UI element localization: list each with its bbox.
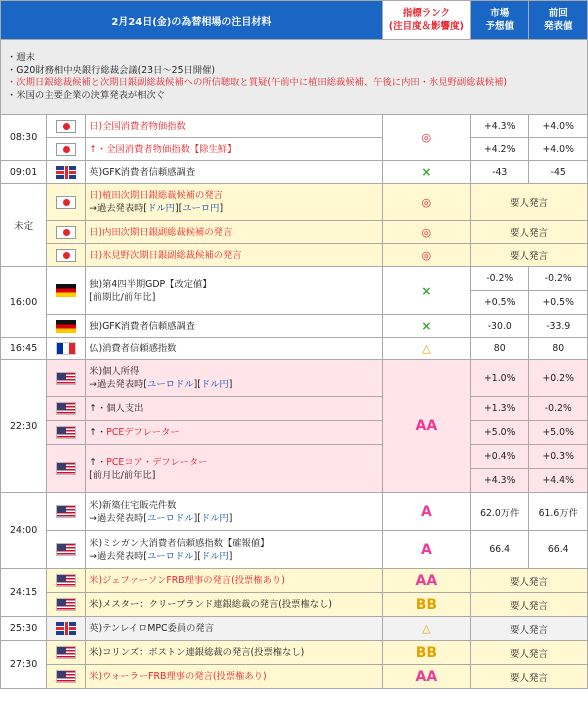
forecast-value: 62.0万件 — [470, 493, 528, 531]
table-row — [1, 665, 588, 689]
previous-value: +0.5% — [529, 291, 588, 315]
table-row — [1, 138, 588, 161]
event-label: 米)個人所得 — [89, 366, 140, 377]
time-cell: 09:01 — [1, 161, 47, 184]
speech-label: 要人発言 — [470, 569, 587, 593]
us-flag-icon — [56, 505, 76, 518]
event-link[interactable]: 日)内田次期日銀副総裁候補の発言 — [86, 221, 383, 244]
table-row — [1, 115, 588, 138]
intro-line: ・次期日銀総裁候補と次期日銀副総裁候補への所信聴取と質疑(午前中に植田総裁候補、午後に内田・氷見野副総裁候補) — [7, 77, 507, 88]
event-link[interactable]: 日)植田次期日銀総裁候補の発言 — [89, 190, 223, 201]
previous-value: -45 — [529, 161, 588, 184]
rank-mark: AA — [382, 569, 470, 593]
flag-cell — [47, 338, 86, 360]
forecast-value: -43 — [470, 161, 528, 184]
time-cell: 08:30 — [1, 115, 47, 161]
table-row — [1, 421, 588, 445]
forecast-header: 市場 予想値 — [470, 1, 528, 40]
us-flag-icon — [56, 598, 76, 611]
flag-cell — [47, 267, 86, 315]
previous-value: +4.0% — [529, 138, 588, 161]
previous-value: 80 — [529, 338, 588, 360]
event-link[interactable]: PCEコア・デフレーター — [106, 456, 208, 468]
time-cell: 27:30 — [1, 641, 47, 689]
event-cell — [86, 531, 383, 569]
speech-label: 要人発言 — [470, 665, 587, 689]
forecast-value: +4.2% — [470, 138, 528, 161]
event-label: 英)GFK消費者信頼感調査 — [86, 161, 383, 184]
event-link[interactable]: 米)ウォーラーFRB理事の発言(投票権あり) — [86, 665, 383, 689]
table-row — [1, 445, 588, 469]
previous-value: +0.2% — [529, 360, 588, 397]
intro-notes — [1, 40, 588, 115]
flag-cell — [47, 445, 86, 493]
table-row — [1, 161, 588, 184]
rank-mark: ◎ — [382, 115, 470, 161]
us-flag-icon — [56, 646, 76, 659]
japan-flag-icon — [56, 226, 76, 239]
rank-mark: A — [382, 531, 470, 569]
event-link[interactable]: 米)ジェファーソンFRB理事の発言(投票権あり) — [86, 569, 383, 593]
page-title: 2月24日(金)の為替相場の注目材料 — [1, 1, 383, 40]
forecast-value: +1.3% — [470, 397, 528, 421]
flag-cell — [47, 531, 86, 569]
previous-header: 前回 発表値 — [529, 1, 588, 40]
previous-value: +4.0% — [529, 115, 588, 138]
speech-label: 要人発言 — [470, 221, 587, 244]
germany-flag-icon — [56, 320, 76, 333]
table-row — [1, 569, 588, 593]
chart-link[interactable]: ユーロドル — [147, 512, 194, 524]
time-cell: 24:00 — [1, 493, 47, 569]
speech-label: 要人発言 — [470, 593, 587, 617]
flag-cell — [47, 493, 86, 531]
past-results: →過去発表時[ユーロドル][ドル円] — [89, 379, 233, 390]
flag-cell — [47, 161, 86, 184]
speech-label: 要人発言 — [470, 244, 587, 267]
event-label: 独)GFK消費者信頼感調査 — [86, 315, 383, 338]
forecast-value: +0.5% — [470, 291, 528, 315]
flag-cell — [47, 397, 86, 421]
event-label: 英)テンレイロMPC委員の発言 — [86, 617, 383, 641]
rank-mark: × — [382, 315, 470, 338]
event-cell: ↑・PCEコア・デフレーター [前月比/前年比] — [86, 445, 383, 493]
rank-mark: △ — [382, 338, 470, 360]
previous-value: 61.6万件 — [529, 493, 588, 531]
event-sublabel: [前月比/前年比] — [89, 469, 156, 481]
event-label: 米)コリンズ：ボストン連銀総裁の発言(投票権なし) — [86, 641, 383, 665]
event-cell — [86, 184, 383, 221]
table-row — [1, 617, 588, 641]
chart-link[interactable]: ユーロ円 — [182, 203, 220, 214]
chart-link[interactable]: ドル円 — [200, 512, 229, 524]
us-flag-icon — [56, 426, 76, 439]
intro-line: ・G20財務相中央銀行総裁会議(23日～25日開催) — [7, 64, 215, 76]
table-row — [1, 531, 588, 569]
event-label: 独)第4四半期GDP【改定値】 — [89, 278, 212, 290]
time-cell: 24:15 — [1, 569, 47, 617]
flag-cell — [47, 593, 86, 617]
rank-mark: A — [382, 493, 470, 531]
table-row — [1, 221, 588, 244]
previous-value: +0.3% — [529, 445, 588, 469]
uk-flag-icon — [56, 166, 76, 179]
chart-link[interactable]: ドル円 — [147, 203, 175, 214]
forecast-value: -30.0 — [470, 315, 528, 338]
table-row — [1, 267, 588, 291]
flag-cell — [47, 641, 86, 665]
time-cell: 25:30 — [1, 617, 47, 641]
flag-cell — [47, 665, 86, 689]
time-cell: 16:00 — [1, 267, 47, 338]
past-results: →過去発表時[ユーロドル][ドル円] — [89, 550, 233, 562]
event-cell: ↑・PCEデフレーター — [86, 421, 383, 445]
us-flag-icon — [56, 574, 76, 587]
forecast-value: 66.4 — [470, 531, 528, 569]
forecast-value: +1.0% — [470, 360, 528, 397]
speech-label: 要人発言 — [470, 641, 587, 665]
previous-value: +5.0% — [529, 421, 588, 445]
rank-mark: AA — [382, 360, 470, 493]
forecast-value: 80 — [470, 338, 528, 360]
rank-header: 指標ランク (注目度＆影響度) — [382, 1, 470, 40]
us-flag-icon — [56, 402, 76, 415]
intro-row — [1, 40, 588, 115]
time-cell: 22:30 — [1, 360, 47, 493]
us-flag-icon — [56, 372, 76, 385]
uk-flag-icon — [56, 622, 76, 635]
table-row — [1, 360, 588, 397]
forecast-value: +5.0% — [470, 421, 528, 445]
chart-link[interactable]: ユーロドル — [147, 550, 194, 562]
previous-value: +4.4% — [529, 469, 588, 493]
flag-cell — [47, 421, 86, 445]
japan-flag-icon — [56, 143, 76, 156]
forecast-value: +4.3% — [470, 469, 528, 493]
flag-cell — [47, 569, 86, 593]
event-label: 米)新築住宅販売件数 — [89, 499, 177, 511]
chart-link[interactable]: ユーロドル — [147, 379, 194, 390]
intro-line: ・週末 — [7, 52, 35, 63]
intro-line: ・米国の主要企業の決算発表が相次ぐ — [7, 89, 166, 101]
event-cell — [86, 267, 383, 315]
japan-flag-icon — [56, 249, 76, 262]
forecast-value: -0.2% — [470, 267, 528, 291]
previous-value: 66.4 — [529, 531, 588, 569]
rank-mark: ◎ — [382, 184, 470, 221]
rank-mark: × — [382, 267, 470, 315]
flag-cell — [47, 184, 86, 221]
event-label: 米)ミシガン大消費者信頼感指数【確報値】 — [89, 537, 270, 549]
rank-mark: AA — [382, 665, 470, 689]
us-flag-icon — [56, 462, 76, 475]
past-results: →過去発表時[ユーロドル][ドル円] — [89, 512, 233, 524]
past-results: →過去発表時[ドル円][ユーロ円] — [89, 203, 224, 214]
rank-mark: △ — [382, 617, 470, 641]
event-link[interactable]: 日)氷見野次期日銀副総裁候補の発言 — [86, 244, 383, 267]
flag-cell — [47, 315, 86, 338]
forecast-value: +0.4% — [470, 445, 528, 469]
rank-mark: ◎ — [382, 221, 470, 244]
us-flag-icon — [56, 543, 76, 556]
table-row — [1, 641, 588, 665]
event-link[interactable]: 日)全国消費者物価指数 — [86, 115, 383, 138]
rank-mark: BB — [382, 593, 470, 617]
flag-cell — [47, 244, 86, 267]
table-row — [1, 338, 588, 360]
time-cell: 未定 — [1, 184, 47, 267]
previous-value: -0.2% — [529, 397, 588, 421]
table-row — [1, 397, 588, 421]
chart-link[interactable]: ドル円 — [200, 379, 229, 390]
japan-flag-icon — [56, 120, 76, 133]
table-row — [1, 493, 588, 531]
header-row — [1, 1, 588, 40]
chart-link[interactable]: ドル円 — [200, 550, 229, 562]
rank-mark: × — [382, 161, 470, 184]
event-label: 仏)消費者信頼感指数 — [86, 338, 383, 360]
rank-mark: ◎ — [382, 244, 470, 267]
germany-flag-icon — [56, 284, 76, 297]
forecast-value: +4.3% — [470, 115, 528, 138]
time-cell: 16:45 — [1, 338, 47, 360]
table-row — [1, 184, 588, 221]
speech-label: 要人発言 — [470, 617, 587, 641]
rank-mark: BB — [382, 641, 470, 665]
event-label: 米)メスター：クリーブランド連銀総裁の発言(投票権なし) — [86, 593, 383, 617]
event-label: ↑・個人支出 — [86, 397, 383, 421]
table-row — [1, 593, 588, 617]
table-row — [1, 244, 588, 267]
previous-value: -33.9 — [529, 315, 588, 338]
flag-cell — [47, 617, 86, 641]
flag-cell — [47, 221, 86, 244]
france-flag-icon — [56, 342, 76, 355]
previous-value: -0.2% — [529, 267, 588, 291]
us-flag-icon — [56, 670, 76, 683]
event-link[interactable]: PCEデフレーター — [106, 427, 180, 438]
event-cell — [86, 360, 383, 397]
event-sublabel: [前期比/前年比] — [89, 291, 156, 303]
flag-cell — [47, 360, 86, 397]
event-link[interactable]: ↑・全国消費者物価指数【除生鮮】 — [86, 138, 383, 161]
event-cell — [86, 493, 383, 531]
table-row — [1, 315, 588, 338]
japan-flag-icon — [56, 196, 76, 209]
speech-label: 要人発言 — [470, 184, 587, 221]
flag-cell — [47, 138, 86, 161]
flag-cell — [47, 115, 86, 138]
